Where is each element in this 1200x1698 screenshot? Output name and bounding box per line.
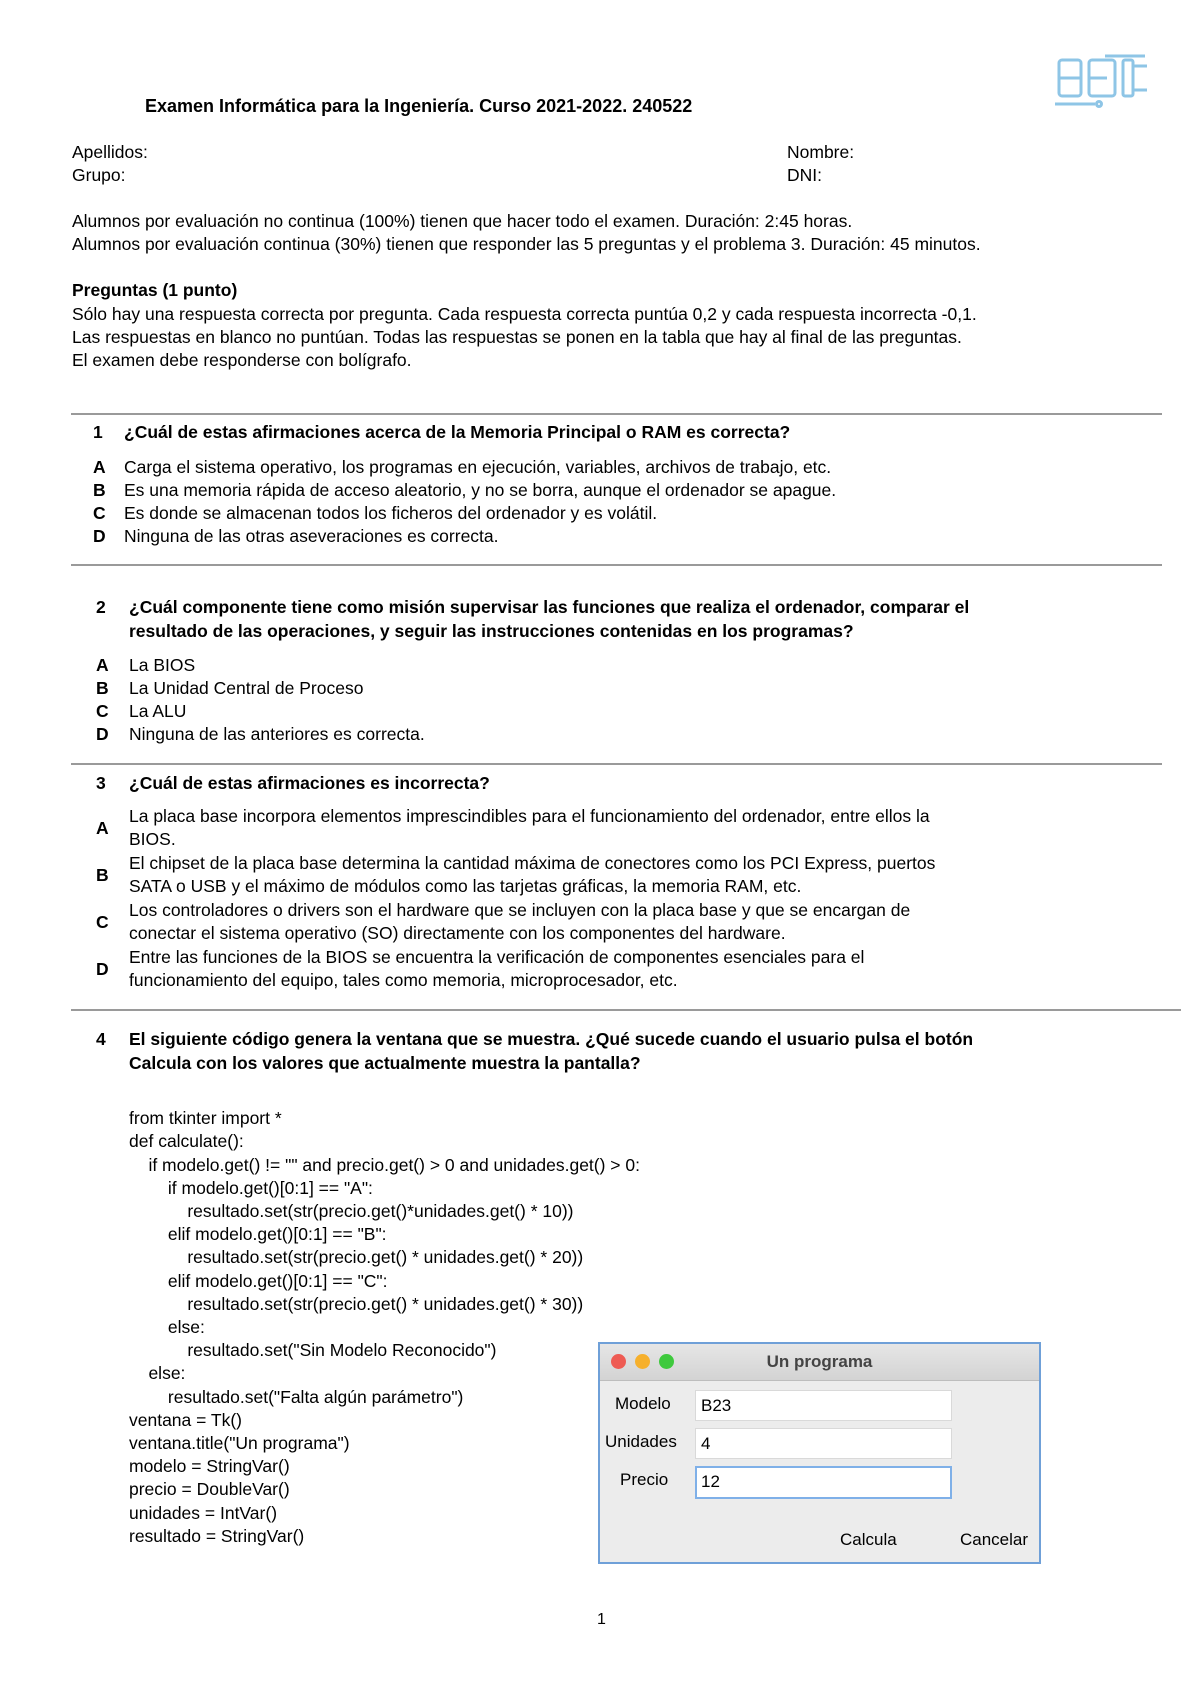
option-letter: C	[96, 912, 109, 932]
eei-logo	[1055, 52, 1151, 110]
option-letter: C	[96, 701, 109, 721]
window-titlebar[interactable]	[600, 1344, 1039, 1381]
question-number: 1	[93, 422, 103, 442]
option-text: Ninguna de las anteriores es correcta.	[129, 724, 425, 744]
question-text: ¿Cuál de estas afirmaciones es incorrecta?	[129, 773, 490, 793]
question-number: 3	[96, 773, 106, 793]
code-line: elif modelo.get()[0:1] == "B":	[129, 1224, 387, 1245]
code-line: precio = DoubleVar()	[129, 1479, 290, 1500]
apellidos-label: Apellidos:	[72, 142, 148, 162]
page-number: 1	[597, 1611, 606, 1628]
option-letter: B	[96, 678, 109, 698]
option-text: Carga el sistema operativo, los programas en ejecución, variables, archivos de trabajo, etc.	[124, 457, 832, 477]
option-letter: C	[93, 503, 106, 523]
precio-label: Precio	[620, 1470, 669, 1489]
question-text: ¿Cuál de estas afirmaciones acerca de la Memoria Principal o RAM es correcta?	[124, 422, 791, 442]
precio-input[interactable]: 12	[695, 1466, 952, 1499]
code-line: modelo = StringVar()	[129, 1456, 290, 1477]
code-line: else:	[129, 1363, 186, 1384]
tk-window	[598, 1342, 1041, 1564]
question-text: El siguiente código genera la ventana que se muestra. ¿Qué sucede cuando el usuario pulsa el botón	[129, 1029, 974, 1049]
grupo-label: Grupo:	[72, 165, 126, 185]
code-line: def calculate():	[129, 1131, 244, 1152]
code-block	[129, 1084, 640, 1571]
question-text: resultado de las operaciones, y seguir las instrucciones contenidas en los programas?	[129, 621, 854, 641]
nombre-label: Nombre:	[787, 142, 855, 162]
divider	[71, 564, 1162, 566]
question-number: 4	[96, 1029, 106, 1049]
option-letter: A	[96, 818, 109, 838]
unidades-input[interactable]: 4	[695, 1428, 952, 1459]
code-line: resultado.set("Falta algún parámetro")	[129, 1386, 464, 1407]
option-text: Ninguna de las otras aseveraciones es correcta.	[124, 526, 499, 546]
option-text: conectar el sistema operativo (SO) directamente con los componentes del hardware.	[129, 923, 786, 943]
code-line: unidades = IntVar()	[129, 1502, 278, 1523]
divider	[71, 413, 1162, 415]
option-letter: B	[93, 480, 106, 500]
code-line: from tkinter import *	[129, 1108, 282, 1129]
code-line: resultado.set(str(precio.get() * unidades.get() * 20))	[129, 1247, 584, 1268]
calcula-button[interactable]: Calcula	[840, 1530, 897, 1549]
option-text: La ALU	[129, 701, 187, 721]
option-text: funcionamiento del equipo, tales como memoria, microprocesador, etc.	[129, 970, 678, 990]
unidades-label: Unidades	[605, 1432, 677, 1451]
question-text: Calcula con los valores que actualmente muestra la pantalla?	[129, 1053, 641, 1073]
modelo-label: Modelo	[615, 1394, 671, 1413]
code-line: resultado.set("Sin Modelo Reconocido")	[129, 1340, 497, 1361]
option-text: BIOS.	[129, 829, 176, 849]
option-text: La placa base incorpora elementos imprescindibles para el funcionamiento del ordenador, entre ellos la	[129, 806, 930, 826]
option-text: SATA o USB y el máximo de módulos como las tarjetas gráficas, la memoria RAM, etc.	[129, 876, 802, 896]
code-line: resultado.set(str(precio.get() * unidades.get() * 30))	[129, 1293, 584, 1314]
section-title: Preguntas (1 punto)	[72, 280, 238, 300]
code-line: else:	[129, 1317, 205, 1338]
section-line: El examen debe responderse con bolígrafo.	[72, 350, 412, 370]
option-letter: A	[96, 655, 109, 675]
divider	[71, 763, 1162, 765]
code-line: ventana.title("Un programa")	[129, 1433, 350, 1454]
instruction-line: Alumnos por evaluación continua (30%) tienen que responder las 5 preguntas y el problema 3. Duración: 45 minutos.	[72, 234, 981, 254]
eei-logo-graphic	[1055, 52, 1151, 110]
code-line: if modelo.get()[0:1] == "A":	[129, 1177, 373, 1198]
window-title: Un programa	[766, 1352, 873, 1371]
option-text: Es una memoria rápida de acceso aleatorio, y no se borra, aunque el ordenador se apague.	[124, 480, 837, 500]
option-text: La Unidad Central de Proceso	[129, 678, 364, 698]
code-line: resultado = StringVar()	[129, 1525, 305, 1546]
option-text: Entre las funciones de la BIOS se encuentra la verificación de componentes esenciales para el	[129, 947, 865, 967]
option-text: Es donde se almacenan todos los ficheros del ordenador y es volátil.	[124, 503, 658, 523]
code-line: resultado.set(str(precio.get()*unidades.get() * 10))	[129, 1201, 574, 1222]
code-line: elif modelo.get()[0:1] == "C":	[129, 1270, 388, 1291]
option-letter: D	[96, 959, 109, 979]
exam-title: Examen Informática para la Ingeniería. Curso 2021-2022. 240522	[145, 96, 693, 116]
dni-label: DNI:	[787, 165, 822, 185]
question-text: ¿Cuál componente tiene como misión supervisar las funciones que realiza el ordenador, comparar el	[129, 597, 970, 617]
option-letter: D	[96, 724, 109, 744]
code-line: ventana = Tk()	[129, 1409, 242, 1430]
code-line: if modelo.get() != "" and precio.get() > 0 and unidades.get() > 0:	[129, 1154, 640, 1175]
option-text: La BIOS	[129, 655, 196, 675]
section-line: Sólo hay una respuesta correcta por pregunta. Cada respuesta correcta puntúa 0,2 y cada respuesta incorrecta -0,1.	[72, 304, 977, 324]
cancelar-button[interactable]: Cancelar	[960, 1530, 1029, 1549]
option-letter: B	[96, 865, 109, 885]
option-letter: D	[93, 526, 106, 546]
svg-text:eei: eei	[1103, 84, 1105, 85]
section-line: Las respuestas en blanco no puntúan. Todas las respuestas se ponen en la tabla que hay al final de las preguntas.	[72, 327, 962, 347]
divider	[71, 1009, 1181, 1011]
option-letter: A	[93, 457, 106, 477]
modelo-input[interactable]: B23	[695, 1390, 952, 1421]
option-text: Los controladores o drivers son el hardware que se incluyen con la placa base y que se encargan de	[129, 900, 911, 920]
option-text: El chipset de la placa base determina la cantidad máxima de conectores como los PCI Express, puertos	[129, 853, 936, 873]
question-number: 2	[96, 597, 106, 617]
instruction-line: Alumnos por evaluación no continua (100%) tienen que hacer todo el examen. Duración: 2:45 horas.	[72, 211, 853, 231]
